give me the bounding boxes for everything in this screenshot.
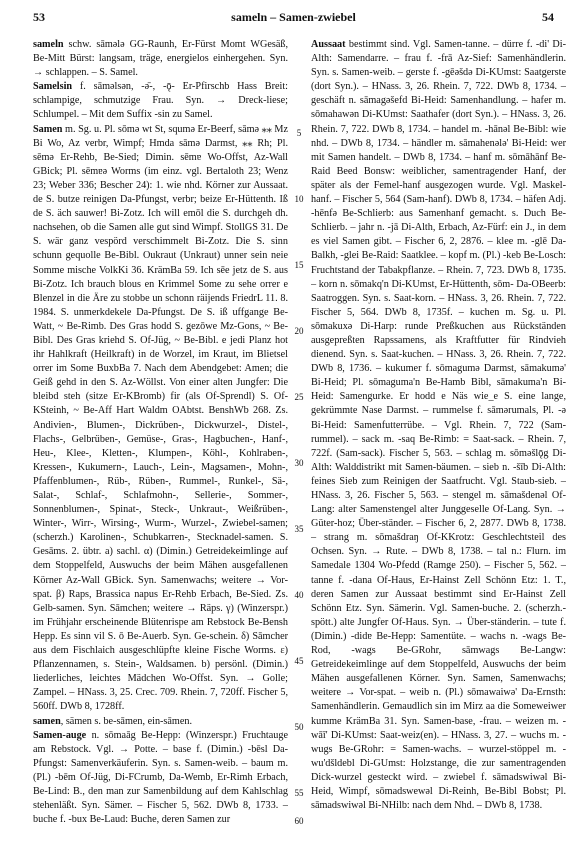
page-number-left: 53: [33, 10, 45, 24]
line-number: 20: [294, 326, 304, 336]
entry-samen-saemen: samen, sämen s. be-sāmen, ein-sāmen.: [33, 715, 192, 727]
line-number: 25: [294, 392, 304, 402]
page-number-right: 54: [542, 10, 554, 24]
running-title: sameln – Samen-zwiebel: [231, 10, 356, 24]
line-number-gutter: [289, 38, 309, 846]
line-number: 45: [294, 656, 304, 666]
entry-sameln: sameln schw. sāmələ GG-Raunh, Er-Fürst Momt WGesäß, Be-Mitt Bürst: langsam, träge, energielos einhergehen. Syn. → schlappen. – S. Samel.: [33, 39, 288, 79]
right-column: [311, 38, 566, 846]
line-number: 50: [294, 722, 304, 732]
line-number: 15: [294, 260, 304, 270]
line-number: 10: [294, 194, 304, 204]
entry-samen-compounds: Aussaat bestimmt sind. Vgl. Samen-tanne. – dürre f. -di' Di-Alth: Samendarre. – frau f. -frā Az-Sief: Samenhändlerin. Syn. s. Samen-weib. – gerste f. -gēəšdə Di-KUmst: Saatgerste (dort Syn.). – HNass. 3, 26. Rhein. 7, 722. DWb 8, 1734. – geschäft n. sāmagəšefd Bi-Heid: Samenhandlung. – hafer m. sōmahawən Di-KUmst: Saathafer (dort Syn.). – HNass. 3, 26. Rhein. 7, 722. DWb 8, 1734. – handel m. -hānəl Be-Bibl: wie nhd. – DWb 8, 1734. – händler m. sāmahenələ' Bi-Heid: wer mit Samen handelt. – DWb 8, 1734. – hanf m. sōmāhānf Be-Raid Beed Bonsw: weiblicher, samentragender Hanf, der später als der Femel-hanf ausgezogen wurde. Vgl. Maskel-hanf. – Fischer 5, 564 (Sam-hanf). DWb 8, 1734. – häfen Adj. -hēnfə Be-Schlierb: aus Samenhanf gemacht. s. Duch Be-Schlierb. – jahr n. -jā Di-Alth, Erbach, Az-Fürf: ein J., in dem es viel Samen gibt. – Fischer 6, 2, 2876. – klee m. -glē Da-Balkh, -glei Be-Raid: Saatklee. – kopf m. (Pl.) -keb Be-Losch: Fruchtstand der Tabakpflanze. – Rhein. 7, 723. DWb 8, 1735. – korn n. sōmakq'n Di-KUmst, Er-Hüttenth, sōm- Da-OBeerb: Saatroggen. Syn. s. Saat-korn. – HNass. 3, 26. Rhein. 7, 722. Fischer 5, 564. DWb 8, 1735f. – kuchen m. Sg. u. Pl. sōmakuxə Di-Harp: runde Preßkuchen aus Rückständen ausgepreßten Rapssamens, als Kraftfutter für Rindvieh dienend. Syn. s. Saat-kuchen. – HNass. 3, 26. Rhein. 7, 722. DWb 8, 1736. – kukumer f. sōmagumə Darmst, sāmakumə' Bi-Heid; Pl. sōmaguma'n Be-Hamb Bibl, sāmakuma'n Bi-Heid: Samengurke. Er hodd e Näs wie_e S. eine lange, gekrümmte Nase Darmst. – rummelse f. sāmərumals, Pl. -ə Bi-Heid: Samenfutterrübe. – Vgl. Rhein. 7, 722 (Sam-rummel). – sack m. -saq Be-Rimb: = Saat-sack. – Rhein. 7, 722f. (Sam-sack). Fischer 5, 563. – schlag m. sōməšlǭg Di-Alth: Walddistrikt mit Samen-bäumen. – sieb n. -šīb Di-Alth: feines Sieb zum Reinigen der Saatfrucht. Vgl. Staub-sieb. – HNass. 3, 26. Fischer 5, 563. – stengel m. sāmašdenəl Of-Lang: alter Samenstengel alter Junggeselle Of-Lang. Syn. → Güter-hoz; Über-ständer. – Fischer 6, 2, 2877. DWb 8, 1738. – strang m. sōmašdraŋ Of-KKrotz: Geschlechtsteil des Ochsen. Syn. → Rute. – DWb 8, 1738. – tal n.: Flurn. im Samedale 1304 Wo-Pfedd (Ramge 250). – Fischer 5, 562. – tanne f. -dana Of-Haus, Er-Hainst Zell Schönn Etz: 1. T., deren Samen zur Aussaat bestimmt sind Er-Hainst Zell Schönn Etz. Syn. Sämerin. Vgl. Samen-buche. 2. (scherzh.-spött.) alte Jungfer Of-Haus. Syn. → Über-ständerin. – tute f. (Dimin.) -didɐ Be-Hepp: Samentüte. – wachs n. -wags Be-Rod, -wags Be-GRohr, sāmwags Be-Langw: Getreidekeimlinge auf dem Stoppelfeld, Auswuchs der beim Mähen ausgefallenen Körner. Syn. Samen, Samenwachs; weitere → Vor-spat. – weib n. (Pl.) sōmawaiwə' Da-Ernsth: Samenhändlerin. Gemaudlich sin im Mirz aa die Someweiwer kumme KrämBa 31. Syn. Samen-base, -frau. – weizen m. -wāī' Di-KUmst: Saat-weiz(en). – HNass. 3, 27. – wuchs m. -wugs Be-GRohr: = Samen-wachs. – wurzel-stöppel m. -wu'dšldebl Di-GUmst: Holzstange, die zur samentragenden Dick-wurzel gesteckt wird. – zwiebel f. sāmadswiwəl Bi-Heid, Wimpf, sōmadswewəl Di-Reinh, Be-Bibl Bobst; Pl. sāmadswiwəl Bi-NHilb: nach dem Nhd. – DWb 8, 1738.: [311, 39, 566, 812]
line-number: 55: [294, 788, 304, 798]
entry-samen-auge: Samen-auge n. sōmaāg Be-Hepp: (Winzerspr.) Fruchtauge am Rebstock. Vgl. → Potte. – base f. (Dimin.) -bēsl Da-Pfungst: Samenverkäuferin. Syn. s. Samen-weib. – baum m. (Pl.) -bēm Of-Jüg, Di-FCrumb, Da-Wemb, Er-Rimh Erbach, Be-Lind: B., den man zur Samenbildung auf dem Kahlschlag stehenläßt. Syn. Sämer. – Fischer 5, 562. DWb 8, 1733. – buche f. -bux Be-Laud: Buche, deren Samen zur: [33, 729, 288, 826]
line-number: 5: [296, 128, 302, 138]
left-column: [33, 38, 288, 846]
line-number: 30: [294, 458, 304, 468]
line-number: 40: [294, 590, 304, 600]
entry-samelsin: Samelsin f. sāməlsən, -ə̄-, -ǭ- Er-Pfirschb Hass Breit: schlampige, schmutzige Frau. Syn. → Dreck-liese; Schlumpel. – Mit dem Suffix -sin zu Samel.: [33, 81, 288, 121]
line-number: 60: [294, 816, 304, 826]
line-number: 35: [294, 524, 304, 534]
page-header: [33, 10, 554, 28]
entry-samen: Samen m. Sg. u. Pl. sōmə wt St, squmə Er-Beerf, sāmə ⁎⁎ Mz Bi Wo, Az verbr, Wimpf; Hmda sāmə Darmst, ⁎⁎ Rh; Pl. sēmə Er-Rehb, Be-Sied; Dimin. sēmɐ Wo-Offst, Az-Wall GBick; Pl. sēmɐə Worms (im einz. vgl. Bertaloth 23; Wenz 23; Weber 336; Bescher 24): 1. wie nhd. Körner zur Aussaat. de S. butze reinigen Da-Pfungst, verbr; beize Er-Hüttenth. Iß de S. äch sauwer! Bi-Zotz. Ich will emōl die S. durchgeh dh. nachsehen, ob die Samen alle gut sind Wimpf. StollGS 31. De S. wär ganz vespörd verschimmelt Bi-Zotz. Die S. sinn schunn gequolle Be-Bibl. Oukraut (Unkraut) unner sein neie Somme mische VolkKi 36. KrämBa 59. Ich sēe jetz de S. aus Bi-Zotz. Ich brauch blous en Krimmel Some zu sehe orrer e Blenzel in die Äre zu stobbe un schonn räijends FriedrL 11. 8. 1984. S. unmerkdekele Da-Pfungst. De S. iß uffgange Be-Watt, ~ Be-Rimb. Des Gras hodd S. gezōwe Mz-Gons, ~ Be-Bibl. Des Gras kriehd S. Of-Jüg, ~ Be-Bibl. e jedi Planz hot ihr Hahlkraft (Heilkraft) in de Worzel, im Kraut, im Blietsel orrer im Some BuxbBa 7. Nach dem Abendgebet: Amen; die Geiß gehd in den S. Az-Wöllst. Von einer alten Jungfer: Die bleibd steh (sitze Er-KBromb) fir (als Of-Sprendl) S. Of-KSteinh, ~ Be-Aff Hart Waldm OAbtst. BenshWb 268. Zs. Andivien-, Blumen-, Dickrüben-, Dickwurzel-, Distel-, Flachs-, Gelbrüben-, Gemüse-, Gras-, Hagbuchen-, Hanf-, Heu-, Klee-, Kletten-, Klumpen-, Köhl-, Kohlraben-, Kressen-, Kukumern-, Lauch-, Lein-, Magsamen-, Mohn-, Pfaffenblumen-, Rüb-, Rüben-, Rummel-, Runkel-, Sä-, Salat-, Schlaf-, Schlafmohn-, Sellerie-, Sommer-, Sonnenblumen-, Spinat-, Steck-, Unkraut-, Weißrüben-, Winter-, Wirr-, Wirsing-, Wurm-, Wurzel-, Zwiebel-samen; (scherzh.) Karolinen-, Schubkarren-, Stecknadel-samen. S. Gesāms. 2. übtr. a) sachl. α) (Dimin.) Getreidekeimlinge auf dem Stoppelfeld, Auswuchs der beim Mähen ausgefallenen Körner Az-Wall GBick. Syn. Samenwachs; weitere → Vor-spat. β) Raps, Brassica napus Er-Rehb Erbach, Be-Sied. Zs. Gelb-samen. Syn. Sāmchen; weitere → Räps. γ) (Winzerspr.) im Frühjahr erscheinende Blütenrispe am Rebstock Be-Bensh Hepp. Es sinn vil S. ō Be-Auerb. Syn. Ge-schein. δ) Sāmcher aus dem Fischlaich ausgeschlüpfte kleine Fische Worms. ε) Pflanzennamen, s. Stein-, Waldsamen. b) persönl. (Dimin.) liederliches, leichtes Mädchen Wo-Offst. Syn. → Golle; Zampel. – HNass. 3, 25. Crec. 709. Rhein. 7, 720ff. Fischer 5, 560ff. DWb 8, 1728ff.: [33, 123, 288, 713]
